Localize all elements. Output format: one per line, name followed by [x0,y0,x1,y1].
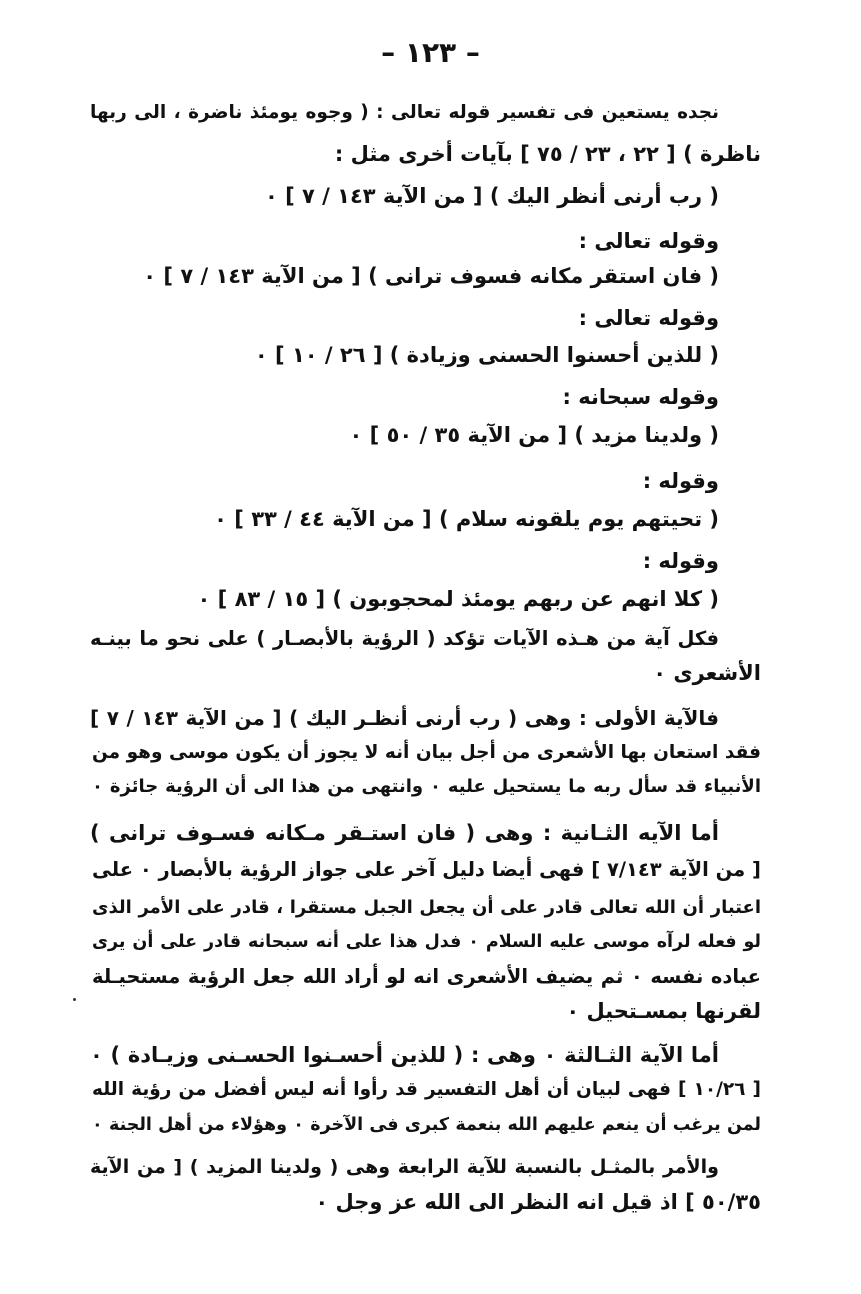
text-line: عباده نفسه ٠ ثم يضيف الأشعرى انه لو أراد الله جعل الرؤية مستحيـلة [92,965,761,988]
text-line: وقوله سبحانه : [562,385,719,409]
text-line: [ من الآية ٧/١٤٣ ] فهى أيضا دليل آخر على جواز الرؤية بالأبصار ٠ على [92,858,761,881]
quran-verse-line: ( رب أرنى أنظر اليك ) [ من الآية ١٤٣ / ٧ ] ٠ [264,184,719,208]
text-line: فالآية الأولى : وهى ( رب أرنى أنظـر اليك ) [ من الآية ١٤٣ / ٧ ] [90,706,719,730]
text-line: أما الآية الثـالثة ٠ وهى : ( للذين أحسـنوا الحسـنى وزيـادة ) ٠ [90,1043,719,1067]
text-line: الأنبياء قد سأل ربه ما يستحيل عليه ٠ وانتهى من هذا الى أن الرؤية جائزة ٠ [92,776,761,797]
text-line: الأشعرى ٠ [653,661,761,685]
scan-speck [73,998,76,1001]
text-line: وقوله تعالى : [578,306,719,330]
text-line: أما الآيه الثـانية : وهى ( فان استـقر مـكانه فسـوف ترانى ) [90,821,719,845]
page-number: – ١٢٣ – [381,36,480,69]
text-line: وقوله : [642,469,719,493]
text-line: وقوله : [642,549,719,573]
text-line: لمن يرغب أن ينعم عليهم الله بنعمة كبرى فى الآخرة ٠ وهؤلاء من أهل الجنة ٠ [92,1115,762,1135]
text-line: اعتبار أن الله تعالى قادر على أن يجعل الجبل مستقرا ، قادر على الأمر الذى [92,897,761,918]
quran-verse-line: ( للذين أحسنوا الحسنى وزيادة ) [ ٢٦ / ١٠ ] ٠ [254,343,719,367]
text-line: والأمر بالمثـل بالنسبة للآية الرابعة وهى ( ولدينا المزيد ) [ من الآية [90,1156,719,1178]
quran-verse-line: ( فان استقر مكانه فسوف ترانى ) [ من الآية ١٤٣ / ٧ ] ٠ [143,264,719,288]
quran-verse-line: ( ولدينا مزيد ) [ من الآية ٣٥ / ٥٠ ] ٠ [349,423,719,447]
text-line: ناظرة ) [ ٢٢ ، ٢٣ / ٧٥ ] بآيات أخرى مثل : [334,142,761,166]
quran-verse-line: ( تحيتهم يوم يلقونه سلام ) [ من الآية ٤٤ / ٣٣ ] ٠ [214,507,719,531]
text-line: نجده يستعين فى تفسير قوله تعالى : ( وجوه يومئذ ناضرة ، الى ربها [90,102,719,123]
text-line: لقرنها بمسـتحيل ٠ [566,999,761,1023]
text-line: لو فعله لرآه موسى عليه السلام ٠ فدل هذا على أنه سبحانه قادر على أن يرى [92,932,761,952]
text-line: [ ١٠/٢٦ ] فهى لبيان أن أهل التفسير قد رأوا أنه ليس أفضل من رؤية الله [92,1079,761,1100]
text-line: ٥٠/٣٥ ] اذ قيل انه النظر الى الله عز وجل ٠ [315,1190,761,1214]
text-line: وقوله تعالى : [578,229,719,253]
text-line: فقد استعان بها الأشعرى من أجل بيان أنه لا يجوز أن يكون موسى وهو من [92,742,761,763]
text-line: فكل آية من هـذه الآيات تؤكد ( الرؤية بالأبصـار ) على نحو ما بينـه [90,627,719,650]
quran-verse-line: ( كلا انهم عن ربهم يومئذ لمحجوبون ) [ ١٥ / ٨٣ ] ٠ [197,587,719,611]
